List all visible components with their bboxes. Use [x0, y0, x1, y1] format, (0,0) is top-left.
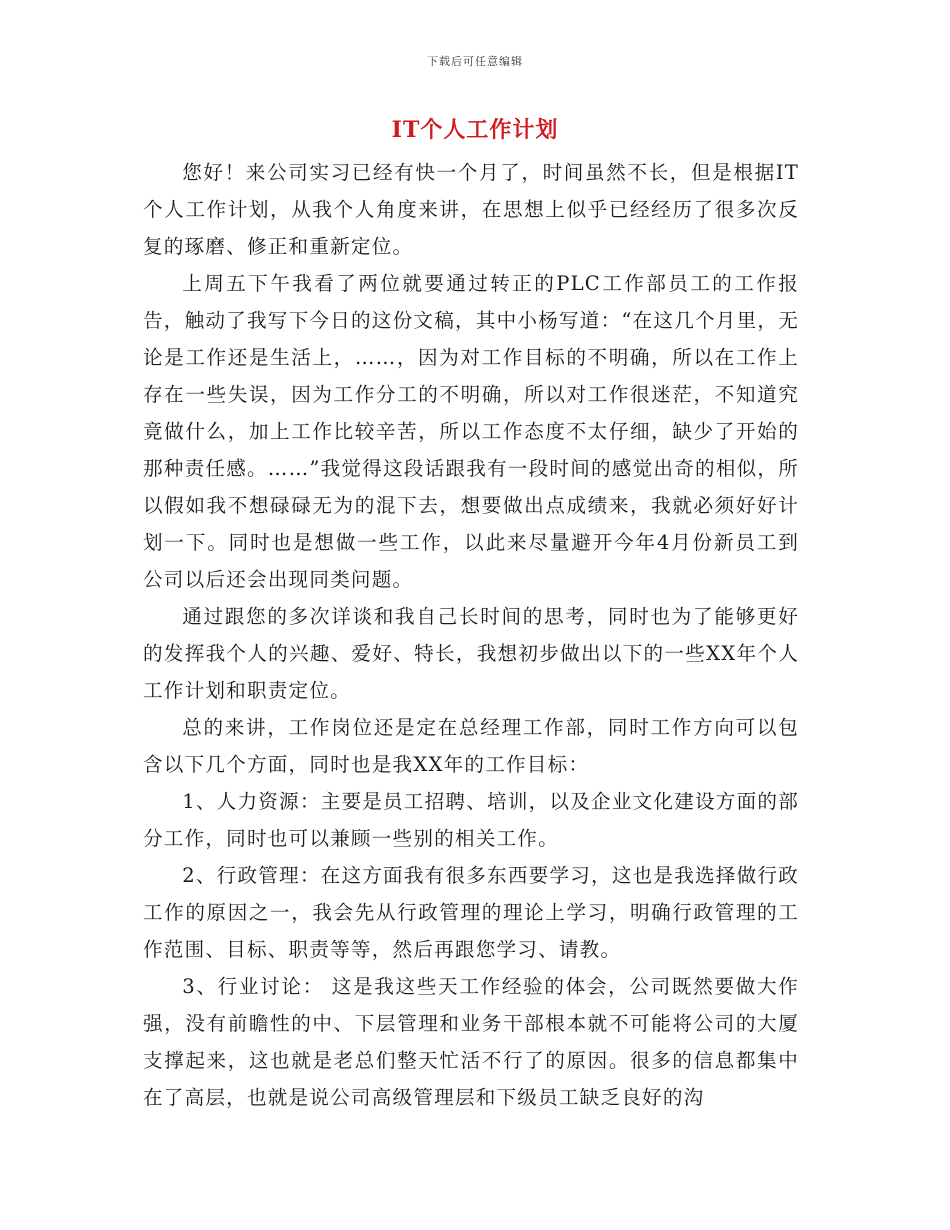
- document-title: IT个人工作计划: [391, 117, 559, 143]
- paragraph-item-hr: 1、人力资源：主要是员工招聘、培训，以及企业文化建设方面的部分工作，同时也可以兼顾一些别的相关工作。: [143, 790, 799, 850]
- paragraph-item-industry: 3、行业讨论： 这是我这些天工作经验的体会，公司既然要做大作强，没有前瞻性的中、下层管理和业务干部根本就不可能将公司的大厦支撑起来，这也就是老总们整天忙活不行了的原因。很多的信息都集中在了高层，也就是说公司高级管理层和下级员工缺乏良好的沟: [143, 975, 799, 1109]
- paragraph-goals: 总的来讲，工作岗位还是定在总经理工作部，同时工作方向可以包含以下几个方面，同时也是我XX年的工作目标：: [143, 716, 799, 776]
- paragraph-intro: 您好！来公司实习已经有快一个月了，时间虽然不长，但是根据IT个人工作计划，从我个人角度来讲，在思想上似乎已经经历了很多次反复的琢磨、修正和重新定位。: [143, 161, 799, 258]
- paragraph-report: 上周五下午我看了两位就要通过转正的PLC工作部员工的工作报告，触动了我写下今日的这份文稿，其中小杨写道：“在这几个月里，无论是工作还是生活上，……，因为对工作目标的不明确，所以在工作上存在一些失误，因为工作分工的不明确，所以对工作很迷茫，不知道究竟做什么，加上工作比较辛苦，所以工作态度不太仔细，缺少了开始的那种责任感。……”我觉得这段话跟我有一段时间的感觉出奇的相似，所以假如我不想碌碌无为的混下去，想要做出点成绩来，我就必须好好计划一下。同时也是想做一些工作，以此来尽量避开今年4月份新员工到公司以后还会出现同类问题。: [143, 272, 799, 591]
- header-note: 下载后可任意编辑: [427, 55, 523, 68]
- document-body: [143, 154, 799, 1116]
- paragraph-plan: 通过跟您的多次详谈和我自己长时间的思考，同时也为了能够更好的发挥我个人的兴趣、爱好、特长，我想初步做出以下的一些XX年个人工作计划和职责定位。: [143, 605, 799, 702]
- paragraph-item-admin: 2、行政管理：在这方面我有很多东西要学习，这也是我选择做行政工作的原因之一，我会先从行政管理的理论上学习，明确行政管理的工作范围、目标、职责等等，然后再跟您学习、请教。: [143, 864, 799, 961]
